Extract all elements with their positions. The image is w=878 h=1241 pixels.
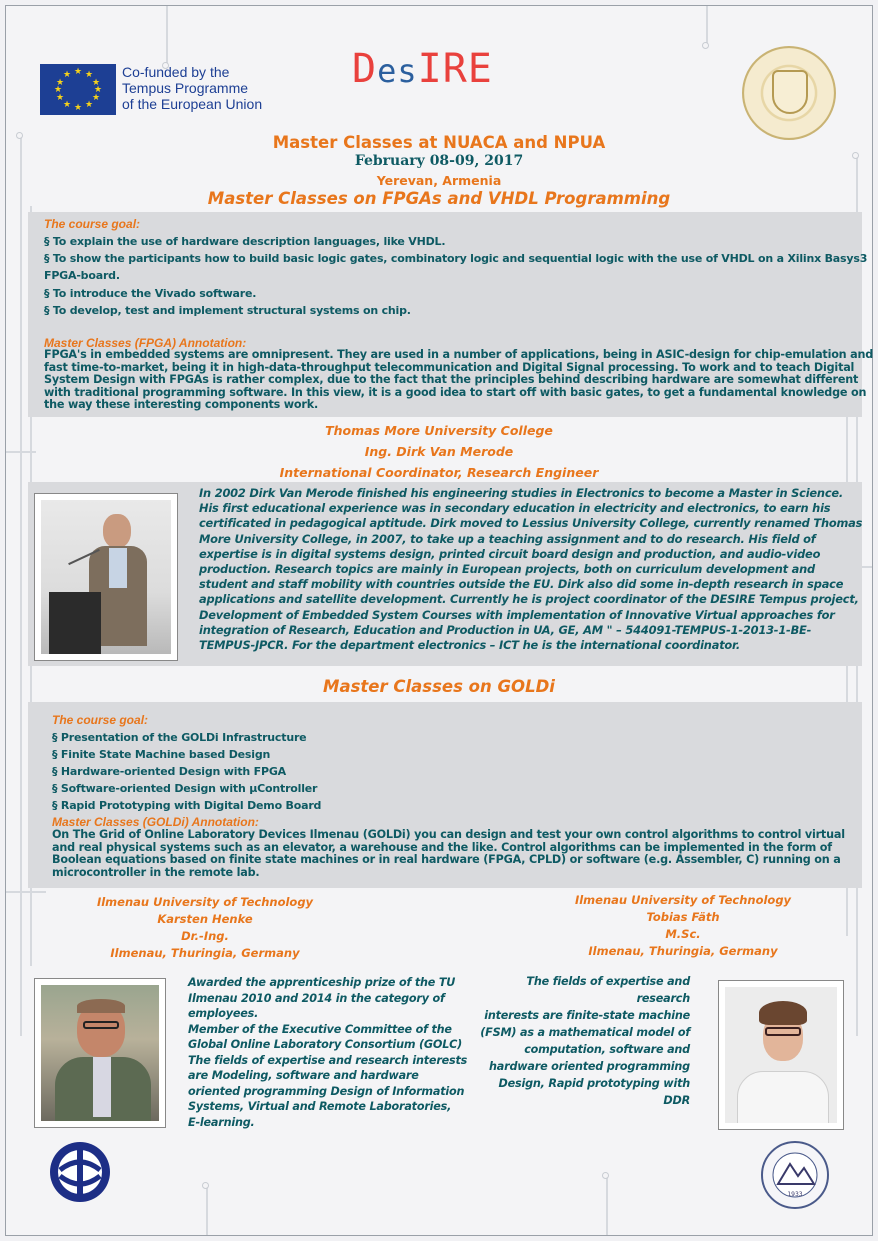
speaker1-bio (199, 486, 862, 653)
goldi-goal-item: § Finite State Machine based Design (52, 748, 271, 761)
university-seal-logo (742, 46, 836, 140)
speaker1-bio-line: In 2002 Dirk Van Merode finished his engineering studies in Electronics to become a Master in Science. (199, 486, 844, 500)
speaker2-bio-line: E-learning. (188, 1115, 255, 1129)
speaker2-bio-line: employees. (188, 1007, 259, 1020)
fpga-goal-title: The course goal: (44, 217, 141, 231)
speaker2-bio-line: Awarded the apprenticeship prize of the TU (188, 976, 456, 989)
fpga-annotation-line: the way these interesting components work. (44, 398, 319, 412)
speaker3-bio-line: hardware oriented programming (489, 1060, 690, 1073)
goldi-goal-title: The course goal: (52, 713, 149, 727)
speaker1-bio-line: applications and satellite development. Currently he is project coordinator of the DESIRE Tempus project, (199, 592, 859, 607)
speaker1-bio-line: More University College, in 2007, to take up a teaching assignment and to do research. His field of (199, 531, 816, 546)
fpga-annotation-title: Master Classes (FPGA) Annotation: (44, 336, 247, 350)
goldi-annotation-title: Master Classes (GOLDi) Annotation: (52, 815, 259, 829)
goldi-goal-item: § Presentation of the GOLDi Infrastructure (52, 731, 307, 744)
speaker2-bio-line: The fields of expertise and research interests (188, 1053, 468, 1067)
desire-logo: DesIRE (352, 46, 493, 92)
speaker3-university: Ilmenau University of Technology (574, 893, 792, 907)
page-title: Master Classes at NUACA and NPUA (272, 133, 606, 152)
goldi-goal-item: § Hardware-oriented Design with FPGA (52, 765, 286, 778)
speaker1-heading (0, 420, 878, 483)
goldi-goal-item: § Rapid Prototyping with Digital Demo Board (52, 799, 322, 812)
speaker2-location: Ilmenau, Thuringia, Germany (110, 946, 300, 960)
goldi-section-title: Master Classes on GOLDi (323, 677, 555, 696)
fpga-annotation-line: System Design with FPGAs is rather complex, due to the fact that the principles behind describing hardware are somewhat different (44, 373, 859, 387)
speaker1-bio-line: TEMPUS-JPCR. For the department electronics – ICT he is the international coordinator. (199, 638, 740, 653)
fpga-goal-item: § To show the participants how to build basic logic gates, combinatory logic and sequential logic with the use of VHDL on a Xilinx Basys3 (44, 252, 868, 265)
speaker3-bio-line: interests are finite-state machine (484, 1009, 690, 1022)
speaker1-bio-line: integration of Research, Education and Production in UA, GE, AM " – 544091-TEMPUS-1-2013-1-BE- (199, 622, 812, 637)
speaker2-bio-line: Systems, Virtual and Remote Laboratories, (188, 1100, 452, 1113)
speaker2-bio (188, 975, 467, 1130)
fpga-annotation-line: fast time-to-market, being it in high-data-throughput telecommunication and Digital Signal processing. To work and to teach Digital (44, 360, 855, 374)
goldi-annotation-text (52, 829, 845, 879)
speaker3-degree: M.Sc. (665, 927, 701, 941)
seal-emblem-icon (772, 70, 808, 114)
speaker2-bio-line: Member of the Executive Committee of the (188, 1022, 452, 1036)
speaker3-location: Ilmenau, Thuringia, Germany (588, 944, 778, 958)
eu-cofund-text (122, 64, 262, 112)
fpga-goal-item: FPGA-board. (44, 269, 120, 282)
speaker1-name: Ing. Dirk Van Merode (364, 444, 514, 459)
speaker2-bio-line: oriented programming Design of Information (188, 1084, 465, 1098)
speaker2-bio-line: Global Online Laboratory Consortium (GOLC) (188, 1038, 463, 1051)
goldi-annotation-line: and real physical systems such as an elevator, a warehouse and the like. Control algorithms can be implemented in the form of (52, 840, 832, 854)
speaker3-bio-line: (FSM) as a mathematical model of (480, 1026, 690, 1039)
fpga-annotation-line: FPGA's in embedded systems are omnipresent. They are used in a number of applications, being in ASIC-design for chip-emulation and (44, 348, 874, 361)
speaker2-degree: Dr.-Ing. (181, 929, 229, 943)
eu-flag-logo: ★ ★ ★ ★ ★ ★ ★ ★ ★ ★ ★ ★ (40, 64, 116, 115)
speaker3-bio (470, 973, 690, 1109)
seal-year: 1933 (787, 1191, 803, 1198)
event-place: Yerevan, Armenia (376, 173, 502, 188)
cofund-line-2: Tempus Programme (122, 80, 249, 96)
fpga-goal-item: § To explain the use of hardware description languages, like VHDL. (44, 235, 446, 248)
speaker1-bio-line: production. Research topics are mainly in European projects, both on curriculum development and (199, 562, 815, 577)
speaker1-bio-line: Development of Embedded System Courses with implementation of Innovative Virtual approaches for (199, 607, 835, 622)
speaker1-bio-line: expertise is in digital systems design, printed circuit board design and production, and audio-video (199, 546, 821, 561)
speaker3-name: Tobias Fäth (646, 910, 720, 924)
speaker1-university: Thomas More University College (325, 423, 553, 438)
speaker3-bio-line: Design, Rapid prototyping with DDR (498, 1077, 690, 1107)
goldi-goal-item: § Software-oriented Design with µController (52, 782, 318, 795)
event-date: February 08-09, 2017 (354, 153, 524, 169)
speaker3-bio-line: The fields of expertise and research (526, 975, 690, 1005)
cofund-line-1: Co-funded by the (122, 64, 230, 80)
goldi-annotation-line: Boolean equations based on finite state machines or in real hardware (FPGA, CPLD) or software (e.g. Assembler, C) running on a (52, 853, 841, 867)
fpga-annotation-line: with traditional programming software. In this view, it is a good idea to start off with basic gates, to get a fundamental knowledge on (44, 385, 867, 399)
speaker2-photo (34, 978, 166, 1128)
speaker2-university: Ilmenau University of Technology (96, 895, 314, 909)
speaker3-heading (558, 892, 808, 960)
fpga-annotation-text (44, 349, 873, 412)
fpga-section-title: Master Classes on FPGAs and VHDL Programming (207, 189, 671, 208)
speaker2-bio-line: are Modeling, software and hardware (188, 1069, 419, 1082)
npua-logo-icon (46, 1140, 114, 1204)
speaker2-bio-line: Ilmenau 2010 and 2014 in the category of (188, 991, 445, 1005)
speaker1-photo (34, 493, 178, 661)
fpga-goal-item: § To develop, test and implement structural systems on chip. (44, 304, 411, 317)
npua-logo (46, 1140, 114, 1204)
goldi-annotation-line: On The Grid of Online Laboratory Devices Ilmenau (GOLDi) you can design and test your own control algorithms to control virtual (52, 828, 845, 841)
goldi-annotation-line: microcontroller in the remote lab. (52, 865, 260, 879)
speaker3-photo (718, 980, 844, 1130)
cofund-line-3: of the European Union (122, 96, 263, 112)
nuaca-seal-logo (760, 1140, 830, 1210)
speaker2-heading (80, 894, 330, 962)
fpga-goal-item: § To introduce the Vivado software. (44, 287, 257, 300)
speaker2-name: Karsten Henke (157, 912, 253, 926)
speaker1-bio-line: His first educational experience was in secondary education in electricity and electronics, to earn his (199, 501, 831, 516)
speaker1-bio-line: student and staff mobility with countries outside the EU. Dirk also did some in-depth research in space (199, 577, 844, 592)
nuaca-seal-icon (760, 1140, 830, 1210)
speaker1-role: International Coordinator, Research Engineer (279, 465, 599, 480)
speaker1-bio-line: certificated in pedagogical aptitude. Dirk moved to Lessius University College, currently renamed Thomas (199, 516, 863, 531)
speaker3-bio-line: computation, software and (524, 1043, 690, 1056)
